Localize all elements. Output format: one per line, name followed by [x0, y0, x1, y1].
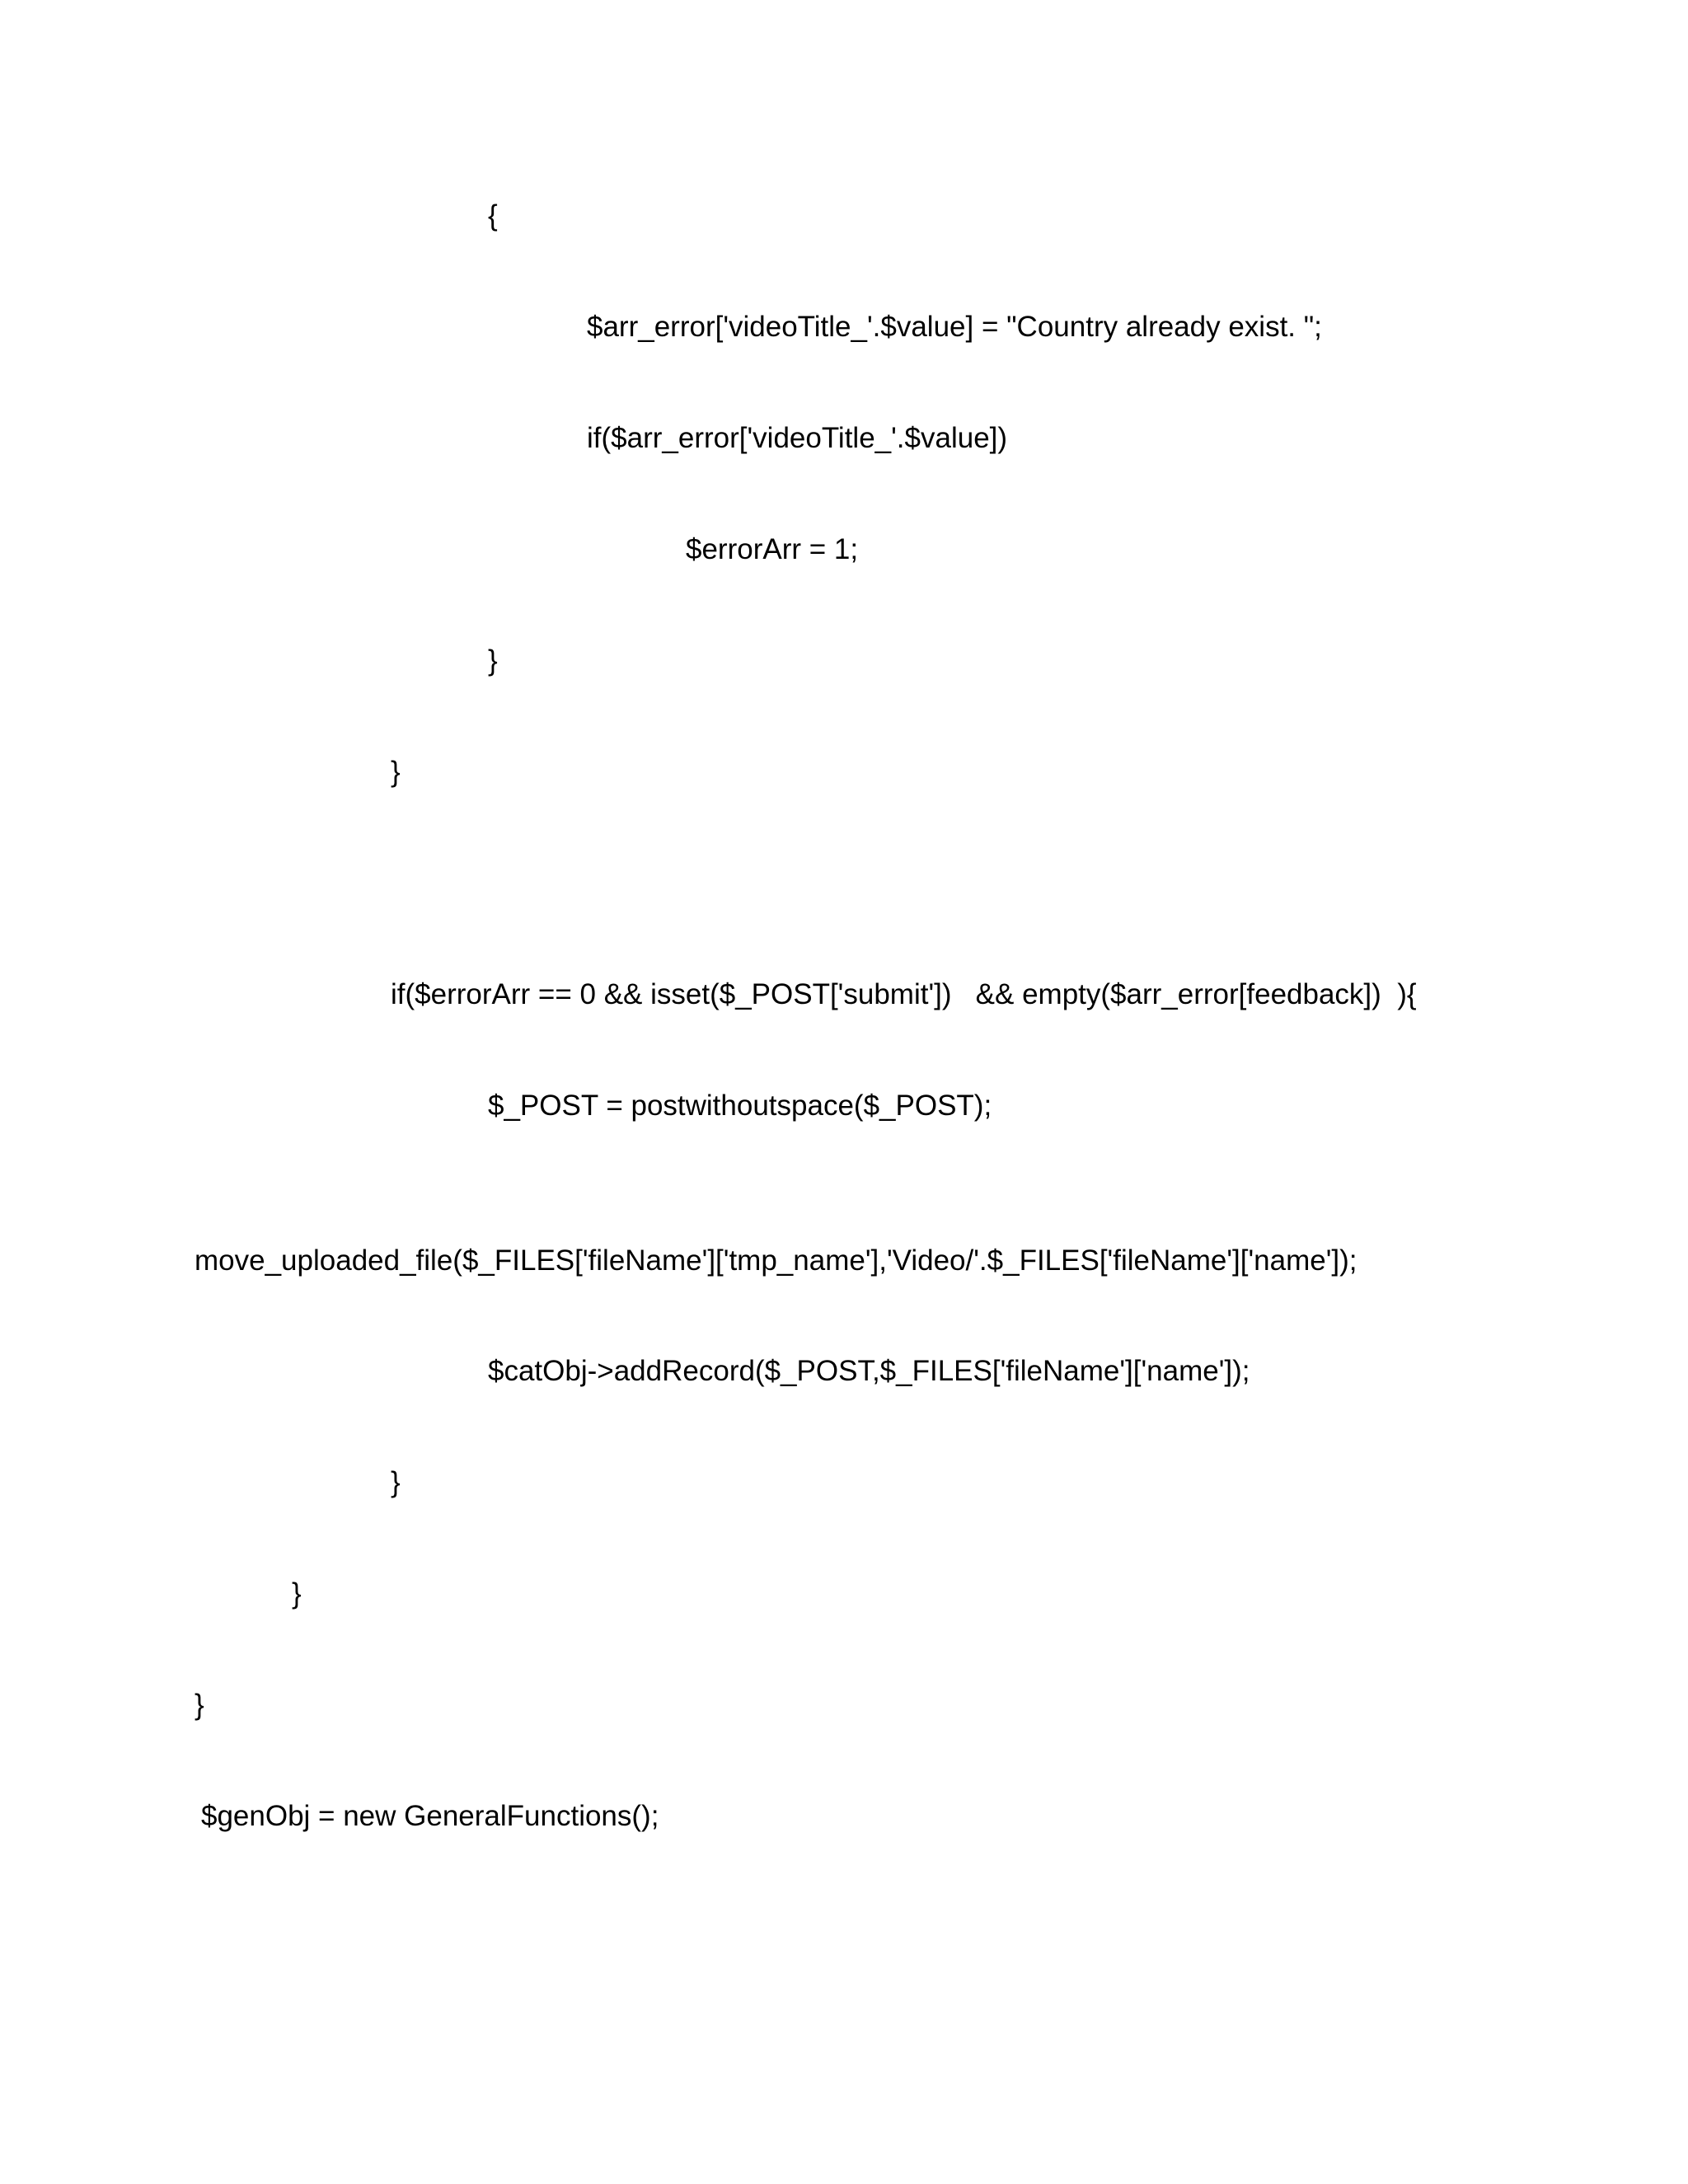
code-line-submit-condition: if($errorArr == 0 && isset($_POST['submit']) && empty($arr_error[feedback]) ){ — [391, 978, 1417, 1010]
code-line-close-brace: } — [391, 756, 401, 788]
code-line-add-record: $catObj->addRecord($_POST,$_FILES['fileName']['name']); — [488, 1355, 1250, 1387]
code-line-error-flag-set: $errorArr = 1; — [686, 533, 859, 565]
code-line-close-brace: } — [391, 1466, 401, 1498]
code-line-error-assignment: $arr_error['videoTitle_'.$value] = "Country already exist. "; — [587, 311, 1322, 343]
code-line-close-brace: } — [195, 1689, 204, 1721]
code-line-if-error-check: if($arr_error['videoTitle_'.$value]) — [587, 422, 1008, 454]
code-line-close-brace: } — [488, 644, 498, 677]
code-line-close-brace: } — [292, 1577, 302, 1610]
code-line-general-functions-new: $genObj = new GeneralFunctions(); — [201, 1800, 659, 1832]
code-line-post-sanitize: $_POST = postwithoutspace($_POST); — [488, 1090, 992, 1122]
code-line-move-uploaded-file: move_uploaded_file($_FILES['fileName']['tmp_name'],'Video/'.$_FILES['fileName']['name']); — [195, 1244, 1357, 1277]
code-line-open-brace: { — [488, 199, 498, 232]
